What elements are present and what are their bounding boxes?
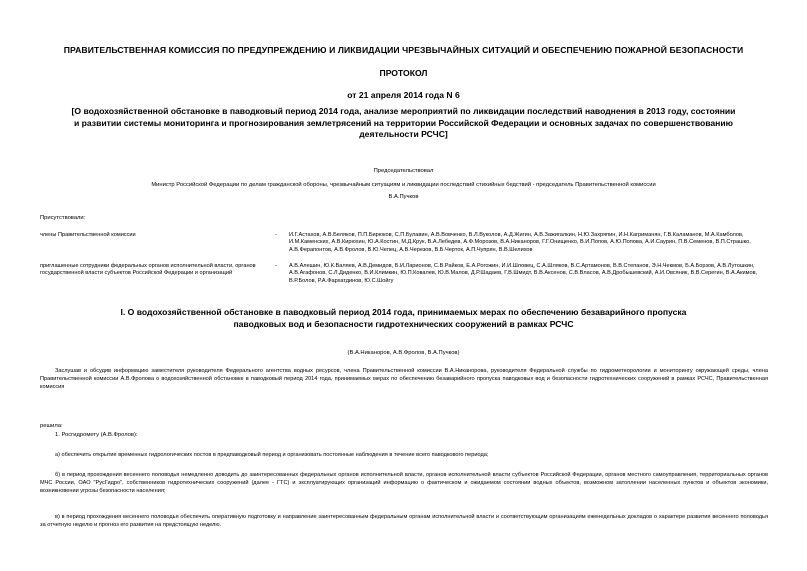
item-b-paragraph: б) в период прохождения весеннего половодья немедленно доводить до заинтересованных федеральных органов исполнительной власти, органов исполнительной власти субъектов Российской Федерации, органов местного самоуправления, территориальных органов МЧС России, ОАО "РусГидро", собственников гидротехнических сооружений (далее - ГТС) и эксплуатирующих организаций информацию о фактическом и ожидаемом состоянии водных объектов, возможном затоплении населенных пунктов и объектов экономики, возникновении угрозы безопасности населения; (40, 472, 768, 494)
intro-paragraph: Заслушав и обсудив информацию заместителя руководителя Федерального агентства водных ресурсов, члена Правительственной комиссии В.А.Никанорова, руководителя Федеральной службы по гидрометеорологии и мониторингу окружающей среды, члена Правительственной комиссии А.В.Фролова о водохозяйственной обстановке в паводковый период 2014 года, принимаемых мерах по обеспечению безаварийного пропуска паводковых вод и безопасности гидротехнических сооружений в рамках РСЧС, Правительственная комиссия (40, 368, 768, 390)
item-1-heading: 1. Росгидромету (А.В.Фролов): (55, 432, 138, 438)
attendees-group-label: приглашенные сотрудники федеральных органов исполнительной власти, органов государственной власти субъектов Российской Федерации и организаций (40, 263, 256, 277)
decided-label: решила: (40, 423, 63, 429)
attendees-group-names: А.В.Алешин, Ю.К.Валяев, А.В.Демидов, Б.И.Ларионов, С.В.Райков, Е.А.Рогожин, И.И.Шловец, С.А.Шляков, В.С.Артамонов, В.В.Степанов, Э.Н.Чекмов, Б.А.Борзов, А.В.Лутошкин, А.В.Агафонов, С.Л.Диденко, В.И.Климкин, Ю.П.Ковалев, Ю.В.Малов, Д.Р.Шадаев, Г.В.Шмидт, В.В.Аксенов, С.В.Власов, А.В.Дробышевский, А.И.Овсяник, В.В.Серегин, В.А.Акимов, В.Р.Болов, Р.А.Фархатдинов, Ю.С.Шойгу (289, 263, 758, 284)
present-label: Присутствовали: (40, 215, 86, 221)
chair-name: В.А.Пучков (388, 194, 419, 200)
attendees-group-label: члены Правительственной комиссии (40, 232, 136, 238)
protocol-date: от 21 апреля 2014 года N 6 (347, 90, 460, 100)
item-c-paragraph: в) в период прохождения весеннего половодья обеспечить оперативную подготовку и направление заинтересованным федеральным органам исполнительной власти и соответствующим организациям еженедельных докладов о характере развития весеннего половодья за отчетную неделю и прогноз его развития на предстоящую неделю. (40, 514, 768, 528)
attendees-group-dash: - (275, 263, 277, 269)
attendees-group-names: И.Г.Астахов, А.В.Беляков, П.П.Бирюков, С.П.Булавин, А.В.Вовченко, В.Л.Вуколов, А.Д.Жигин, А.В.Зажигалкин, Н.Ю.Захряпин, И.Н.Кагриманян, Г.В.Каламанов, М.А.Камболов, И.М.Каменских, А.В.Кирюхин, Ю.А.Костин, М.Д.Крук, В.А.Лебедев, А.Ф.Морозов, В.А.Никаноров, Г.Г.Онищенко, В.И.Попов, А.Ю.Попова, А.И.Саурин, П.В.Семенов, В.П.Страшко, А.В.Ферапонтов, А.В.Фролов, В.Ю.Чепец, А.В.Черезов, В.Б.Черток, А.П.Чупрян, В.В.Шелихов (289, 232, 751, 253)
chair-label: Председательствовал (373, 168, 434, 174)
section-authors: (В.А.Никаноров, А.В.Фролов, В.А.Пучков) (347, 350, 460, 356)
chair-position: Министр Российской Федерации по делам гражданской обороны, чрезвычайным ситуациям и ликвидации последствий стихийных бедствий - председатель Правительственной комиссии (151, 182, 656, 188)
attendees-group-dash: - (275, 232, 277, 238)
protocol-heading: ПРОТОКОЛ (379, 68, 428, 78)
item-a-paragraph: а) обеспечить открытие временных гидрологических постов в предпаводковый период и организовать постоянные наблюдения в течение всего паводкового периода; (55, 452, 489, 458)
section-title: I. О водохозяйственной обстановке в паводковый период 2014 года, принимаемых мерах по обеспечению безаварийного пропуска паводковых вод и безопасности гидротехнических сооружений в рамках РСЧС (120, 307, 687, 329)
protocol-subject: [О водохозяйственной обстановке в паводковый период 2014 года, анализе мероприятий по ликвидации последствий наводнения в 2013 году, состоянии и развитии системы мониторинга и прогнозирования землетрясений на территории Российской Федерации и основных задачах по совершенствованию деятельности РСЧС] (71, 106, 736, 139)
commission-title: ПРАВИТЕЛЬСТВЕННАЯ КОМИССИЯ ПО ПРЕДУПРЕЖДЕНИЮ И ЛИКВИДАЦИИ ЧРЕЗВЫЧАЙНЫХ СИТУАЦИЙ И ОБЕСПЕЧЕНИЮ ПОЖАРНОЙ БЕЗОПАСНОСТИ (63, 45, 744, 55)
